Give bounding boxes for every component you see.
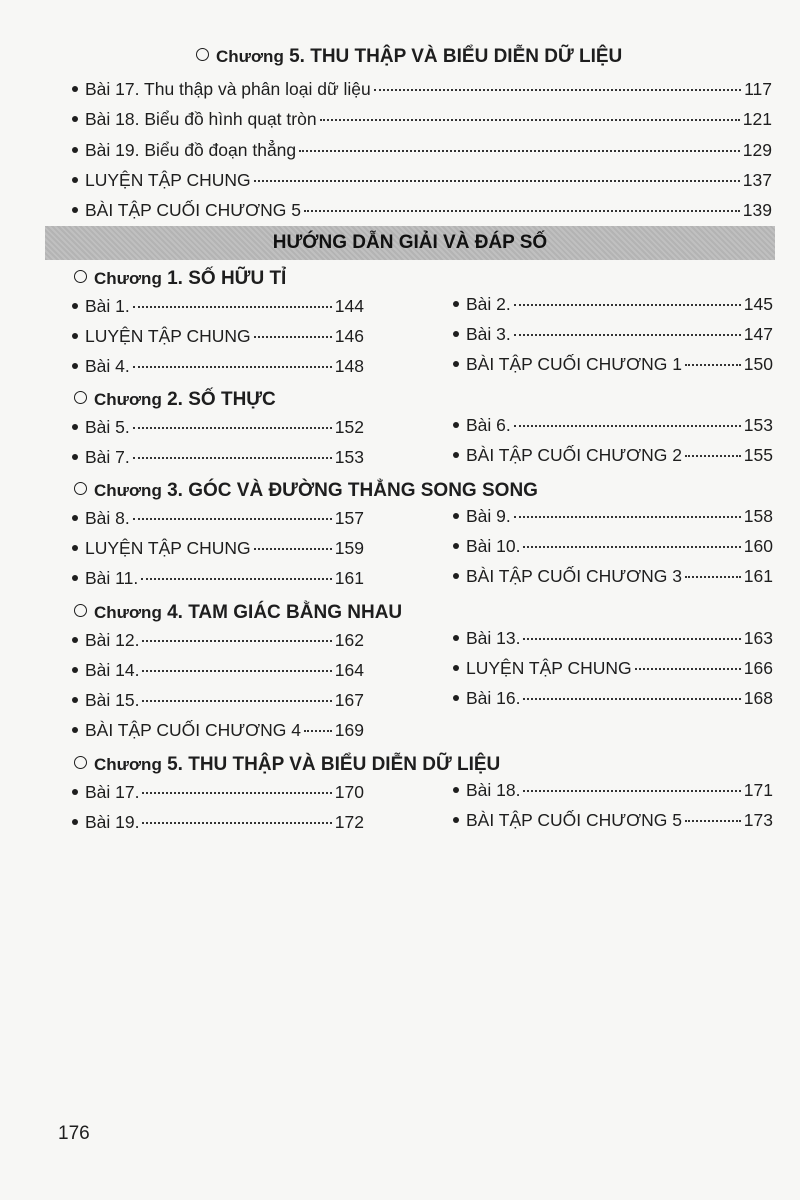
dot-leader (133, 306, 332, 308)
toc-entry[interactable] (72, 296, 364, 317)
entry-page: 145 (743, 294, 773, 314)
entry-label: Bài 1. (85, 296, 130, 316)
dot-leader (523, 790, 740, 792)
chapter-heading (74, 268, 286, 290)
entry-page: 171 (743, 780, 773, 800)
dot-leader (685, 364, 741, 366)
toc-entry[interactable] (72, 447, 364, 468)
toc-entry[interactable] (72, 660, 364, 681)
entry-label: Bài 4. (85, 356, 130, 376)
entry-page: 170 (334, 782, 364, 802)
circle-bullet-icon (196, 48, 209, 61)
chapter-heading (74, 480, 538, 502)
entry-page: 172 (334, 812, 364, 832)
toc-entry[interactable] (72, 417, 364, 438)
entry-label: Bài 14. (85, 660, 140, 680)
toc-entry[interactable] (453, 415, 773, 436)
dot-leader (141, 578, 332, 580)
entry-label: BÀI TẬP CUỐI CHƯƠNG 3 (466, 566, 683, 586)
chapter-word: Chương (94, 269, 162, 288)
dot-leader (142, 640, 331, 642)
entry-label: Bài 19. Biểu đồ đoạn thẳng (85, 140, 297, 160)
toc-entry[interactable] (72, 109, 772, 130)
entry-page: 155 (743, 445, 773, 465)
toc-entry[interactable] (453, 354, 773, 375)
entry-label: BÀI TẬP CUỐI CHƯƠNG 1 (466, 354, 683, 374)
entry-page: 159 (334, 538, 364, 558)
bullet-icon (72, 177, 78, 183)
entry-page: 150 (743, 354, 773, 374)
entry-page: 167 (334, 690, 364, 710)
toc-entry[interactable] (72, 720, 364, 741)
dot-leader (254, 180, 740, 182)
dot-leader (142, 670, 331, 672)
bullet-icon (72, 116, 78, 122)
bullet-icon (72, 363, 78, 369)
entry-label: LUYỆN TẬP CHUNG (466, 658, 632, 678)
entry-label: LUYỆN TẬP CHUNG (85, 538, 251, 558)
toc-entry[interactable] (72, 568, 364, 589)
entry-label: Bài 2. (466, 294, 511, 314)
entry-label: Bài 18. (466, 780, 521, 800)
entry-label: Bài 15. (85, 690, 140, 710)
entry-label: Bài 7. (85, 447, 130, 467)
bullet-icon (453, 817, 459, 823)
entry-page: 161 (334, 568, 364, 588)
dot-leader (685, 455, 741, 457)
dot-leader (685, 820, 741, 822)
bullet-icon (72, 424, 78, 430)
toc-entry[interactable] (72, 782, 364, 803)
dot-leader (514, 516, 741, 518)
bullet-icon (453, 573, 459, 579)
entry-page: 137 (742, 170, 772, 190)
bullet-icon (453, 301, 459, 307)
toc-entry[interactable] (72, 630, 364, 651)
dot-leader (133, 457, 332, 459)
dot-leader (133, 427, 332, 429)
chapter-title: 5. THU THẬP VÀ BIỂU DIỄN DỮ LIỆU (167, 754, 501, 775)
bullet-icon (453, 361, 459, 367)
dot-leader (374, 89, 741, 91)
entry-label: Bài 8. (85, 508, 130, 528)
bullet-icon (453, 787, 459, 793)
entry-page: 164 (334, 660, 364, 680)
chapter-word: Chương (94, 390, 162, 409)
entry-label: Bài 10. (466, 536, 521, 556)
entry-page: 147 (743, 324, 773, 344)
bullet-icon (72, 303, 78, 309)
entry-label: Bài 17. Thu thập và phân loại dữ liệu (85, 79, 371, 99)
entry-page: 160 (743, 536, 773, 556)
dot-leader (685, 576, 741, 578)
dot-leader (514, 304, 741, 306)
chapter-title: 1. SỐ HỮU TỈ (167, 268, 287, 289)
entry-page: 129 (742, 140, 772, 160)
bullet-icon (453, 695, 459, 701)
toc-entry[interactable] (72, 508, 364, 529)
entry-label: Bài 9. (466, 506, 511, 526)
bullet-icon (72, 819, 78, 825)
bullet-icon (453, 665, 459, 671)
entry-label: Bài 16. (466, 688, 521, 708)
dot-leader (254, 548, 332, 550)
circle-bullet-icon (74, 270, 87, 283)
toc-entry[interactable] (72, 140, 772, 161)
entry-page: 158 (743, 506, 773, 526)
dot-leader (523, 698, 740, 700)
entry-page: 139 (742, 200, 772, 220)
entry-label: Bài 12. (85, 630, 140, 650)
chapter-heading (74, 389, 276, 411)
dot-leader (514, 334, 741, 336)
bullet-icon (453, 331, 459, 337)
chapter-heading (196, 46, 622, 68)
entry-label: BÀI TẬP CUỐI CHƯƠNG 2 (466, 445, 683, 465)
entry-page: 168 (743, 688, 773, 708)
toc-entry[interactable] (72, 690, 364, 711)
bullet-icon (72, 207, 78, 213)
entry-page: 153 (743, 415, 773, 435)
entry-page: 153 (334, 447, 364, 467)
entry-page: 163 (743, 628, 773, 648)
bullet-icon (72, 697, 78, 703)
dot-leader (514, 425, 741, 427)
entry-label: BÀI TẬP CUỐI CHƯƠNG 5 (85, 200, 302, 220)
entry-label: Bài 19. (85, 812, 140, 832)
toc-entry[interactable] (72, 326, 364, 347)
chapter-word: Chương (94, 481, 162, 500)
page-number: 176 (58, 1123, 90, 1144)
entry-page: 161 (743, 566, 773, 586)
section-banner (45, 226, 775, 260)
circle-bullet-icon (74, 391, 87, 404)
entry-label: BÀI TẬP CUỐI CHƯƠNG 4 (85, 720, 302, 740)
dot-leader (320, 119, 740, 121)
toc-entry[interactable] (453, 324, 773, 345)
bullet-icon (72, 515, 78, 521)
entry-label: Bài 3. (466, 324, 511, 344)
bullet-icon (72, 147, 78, 153)
toc-entry[interactable] (453, 688, 773, 709)
entry-label: LUYỆN TẬP CHUNG (85, 326, 251, 346)
toc-entry[interactable] (72, 200, 772, 221)
chapter-title: 3. GÓC VÀ ĐƯỜNG THẲNG SONG SONG (167, 480, 538, 501)
dot-leader (523, 638, 740, 640)
dot-leader (133, 518, 332, 520)
circle-bullet-icon (74, 604, 87, 617)
toc-entry[interactable] (453, 566, 773, 587)
toc-entry[interactable] (72, 79, 772, 100)
bullet-icon (72, 667, 78, 673)
dot-leader (299, 150, 740, 152)
bullet-icon (453, 513, 459, 519)
entry-label: Bài 17. (85, 782, 140, 802)
entry-label: Bài 5. (85, 417, 130, 437)
entry-label: Bài 11. (85, 568, 139, 588)
entry-label: LUYỆN TẬP CHUNG (85, 170, 251, 190)
entry-page: 121 (742, 109, 772, 129)
entry-page: 117 (744, 79, 772, 99)
bullet-icon (453, 452, 459, 458)
entry-page: 173 (743, 810, 773, 830)
entry-page: 162 (334, 630, 364, 650)
bullet-icon (453, 422, 459, 428)
chapter-title: 4. TAM GIÁC BẰNG NHAU (167, 602, 403, 623)
chapter-heading (74, 754, 500, 776)
dot-leader (133, 366, 332, 368)
bullet-icon (453, 543, 459, 549)
toc-entry[interactable] (72, 812, 364, 833)
entry-page: 169 (334, 720, 364, 740)
toc-entry[interactable] (72, 170, 772, 191)
toc-entry[interactable] (453, 658, 773, 679)
entry-page: 146 (334, 326, 364, 346)
dot-leader (254, 336, 332, 338)
bullet-icon (72, 454, 78, 460)
dot-leader (304, 730, 332, 732)
bullet-icon (72, 575, 78, 581)
circle-bullet-icon (74, 756, 87, 769)
entry-page: 166 (743, 658, 773, 678)
bullet-icon (72, 545, 78, 551)
bullet-icon (72, 789, 78, 795)
bullet-icon (72, 333, 78, 339)
dot-leader (523, 546, 740, 548)
dot-leader (142, 822, 331, 824)
dot-leader (142, 792, 331, 794)
entry-page: 144 (334, 296, 364, 316)
chapter-word: Chương (94, 755, 162, 774)
toc-entry[interactable] (453, 506, 773, 527)
toc-entry[interactable] (453, 780, 773, 801)
entry-page: 152 (334, 417, 364, 437)
toc-entry[interactable] (453, 628, 773, 649)
dot-leader (635, 668, 741, 670)
toc-entry[interactable] (72, 538, 364, 559)
toc-entry[interactable] (453, 536, 773, 557)
dot-leader (142, 700, 331, 702)
circle-bullet-icon (74, 482, 87, 495)
toc-entry[interactable] (453, 445, 773, 466)
bullet-icon (72, 86, 78, 92)
section-title: HƯỚNG DẪN GIẢI VÀ ĐÁP SỐ (272, 232, 548, 253)
bullet-icon (453, 635, 459, 641)
chapter-title: 5. THU THẬP VÀ BIỂU DIỄN DỮ LIỆU (289, 46, 623, 67)
entry-label: Bài 6. (466, 415, 511, 435)
bullet-icon (72, 637, 78, 643)
chapter-title: 2. SỐ THỰC (167, 389, 276, 410)
toc-entry[interactable] (453, 294, 773, 315)
toc-entry[interactable] (453, 810, 773, 831)
entry-label: Bài 13. (466, 628, 521, 648)
chapter-word: Chương (94, 603, 162, 622)
entry-label: BÀI TẬP CUỐI CHƯƠNG 5 (466, 810, 683, 830)
entry-page: 157 (334, 508, 364, 528)
chapter-heading (74, 602, 402, 624)
toc-entry[interactable] (72, 356, 364, 377)
entry-page: 148 (334, 356, 364, 376)
dot-leader (304, 210, 740, 212)
entry-label: Bài 18. Biểu đồ hình quạt tròn (85, 109, 317, 129)
chapter-word: Chương (216, 47, 284, 66)
bullet-icon (72, 727, 78, 733)
